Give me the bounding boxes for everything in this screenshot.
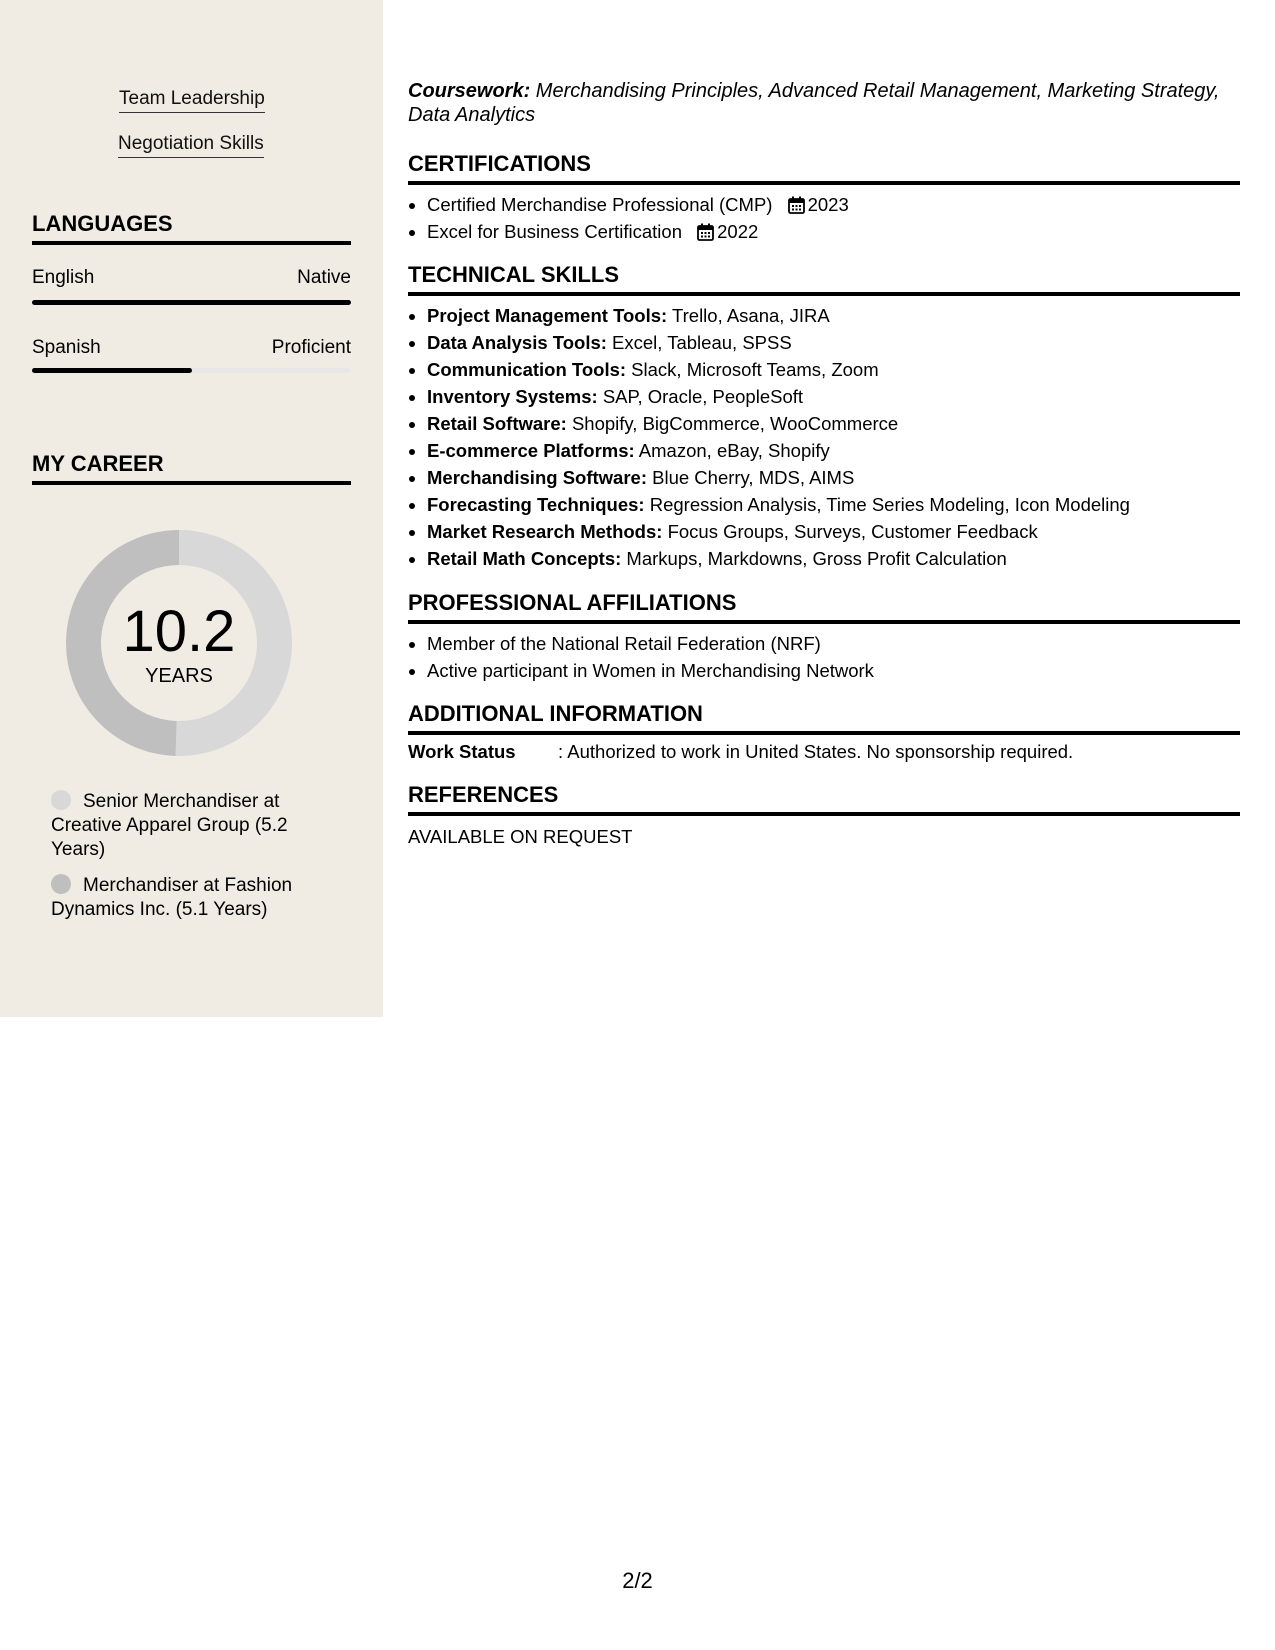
references-heading: REFERENCES xyxy=(408,782,1240,816)
language-bar-fill xyxy=(32,300,351,305)
language-row-spanish xyxy=(32,337,351,359)
tech-skill-value: Regression Analysis, Time Series Modeling, Icon Modeling xyxy=(644,494,1130,515)
tech-skill-value: Slack, Microsoft Teams, Zoom xyxy=(626,359,879,380)
tech-skill-item xyxy=(427,464,1259,491)
tech-skill-label: Merchandising Software: xyxy=(427,467,647,488)
tech-skill-label: E-commerce Platforms: xyxy=(427,440,635,461)
tech-skill-value: Focus Groups, Surveys, Customer Feedback xyxy=(662,521,1038,542)
tech-skill-item xyxy=(427,545,1259,572)
skill-negotiation-skills[interactable]: Negotiation Skills xyxy=(118,133,264,158)
skill-team-leadership[interactable]: Team Leadership xyxy=(119,88,265,113)
tech-skill-label: Communication Tools: xyxy=(427,359,627,380)
coursework-label: Coursework: xyxy=(408,80,531,102)
tech-skill-value: Blue Cherry, MDS, AIMS xyxy=(646,467,855,488)
certification-item xyxy=(427,191,1259,218)
tech-skill-item xyxy=(427,302,1259,329)
affiliations-heading: PROFESSIONAL AFFILIATIONS xyxy=(408,590,1240,624)
coursework-text: Merchandising Principles, Advanced Retail Management, Marketing Strategy, Data Analytics xyxy=(408,80,1220,126)
tech-skill-value: Amazon, eBay, Shopify xyxy=(634,440,830,461)
career-legend xyxy=(51,790,301,934)
tech-skill-item xyxy=(427,518,1259,545)
tech-skill-item xyxy=(427,491,1259,518)
technical-skills-list xyxy=(408,302,1259,572)
language-bar-english xyxy=(32,300,351,305)
calendar-icon xyxy=(788,196,805,214)
career-total-years: 10.2 xyxy=(122,599,236,664)
language-name: English xyxy=(32,267,95,288)
certification-name: Certified Merchandise Professional (CMP) xyxy=(427,194,773,215)
tech-skill-value: Excel, Tableau, SPSS xyxy=(606,332,792,353)
tech-skill-value: Shopify, BigCommerce, WooCommerce xyxy=(566,413,899,434)
career-heading: MY CAREER xyxy=(32,451,351,485)
affiliation-item: • Active participant in Women in Merchandising Network xyxy=(427,657,1259,684)
coursework xyxy=(408,79,1240,127)
tech-skill-value: Markups, Markdowns, Gross Profit Calculation xyxy=(621,548,1007,569)
tech-skill-label: Retail Math Concepts: xyxy=(427,548,622,569)
certification-item xyxy=(427,218,1259,245)
tech-skill-label: Forecasting Techniques: xyxy=(427,494,645,515)
certifications-heading: CERTIFICATIONS xyxy=(408,151,1240,185)
certifications-list xyxy=(408,191,1259,245)
certification-name: Excel for Business Certification xyxy=(427,221,682,242)
career-donut-chart xyxy=(66,530,292,756)
technical-skills-heading: TECHNICAL SKILLS xyxy=(408,262,1240,296)
tech-skill-label: Market Research Methods: xyxy=(427,521,663,542)
additional-info-heading: ADDITIONAL INFORMATION xyxy=(408,701,1240,735)
language-row-english xyxy=(32,267,351,289)
legend-dot xyxy=(51,874,71,894)
tech-skill-label: Project Management Tools: xyxy=(427,305,668,326)
career-legend-item xyxy=(51,874,301,922)
languages-heading: LANGUAGES xyxy=(32,211,351,245)
legend-dot xyxy=(51,790,71,810)
career-legend-item xyxy=(51,790,301,862)
references-text: AVAILABLE ON REQUEST xyxy=(408,826,633,847)
work-status-label: Work Status xyxy=(408,741,516,762)
tech-skill-value: Trello, Asana, JIRA xyxy=(667,305,830,326)
tech-skill-item xyxy=(427,329,1259,356)
tech-skill-item xyxy=(427,356,1259,383)
language-bar-spanish xyxy=(32,368,351,373)
tech-skill-value: SAP, Oracle, PeopleSoft xyxy=(597,386,804,407)
calendar-icon xyxy=(697,223,714,241)
language-bar-fill xyxy=(32,368,192,373)
career-years-label: YEARS xyxy=(145,665,213,687)
tech-skill-item xyxy=(427,383,1259,410)
tech-skill-label: Inventory Systems: xyxy=(427,386,598,407)
tech-skill-label: Data Analysis Tools: xyxy=(427,332,607,353)
career-legend-label: Senior Merchandiser at Creative Apparel Group (5.2 Years) xyxy=(51,791,288,860)
tech-skill-item xyxy=(427,437,1259,464)
page-number: 2/2 xyxy=(622,1568,653,1593)
certification-year: 2023 xyxy=(807,194,849,215)
affiliation-item: • Member of the National Retail Federation (NRF) xyxy=(427,630,1259,657)
language-level: Native xyxy=(297,267,351,288)
career-legend-label: Merchandiser at Fashion Dynamics Inc. (5.1 Years) xyxy=(51,875,293,920)
tech-skill-item xyxy=(427,410,1259,437)
language-level: Proficient xyxy=(271,337,351,358)
certification-year: 2022 xyxy=(717,221,759,242)
sidebar xyxy=(0,0,383,1017)
affiliations-list xyxy=(408,630,1259,684)
work-status-row xyxy=(408,741,1073,763)
tech-skill-label: Retail Software: xyxy=(427,413,567,434)
language-name: Spanish xyxy=(32,337,101,358)
work-status-value: : Authorized to work in United States. No sponsorship required. xyxy=(558,741,1074,762)
